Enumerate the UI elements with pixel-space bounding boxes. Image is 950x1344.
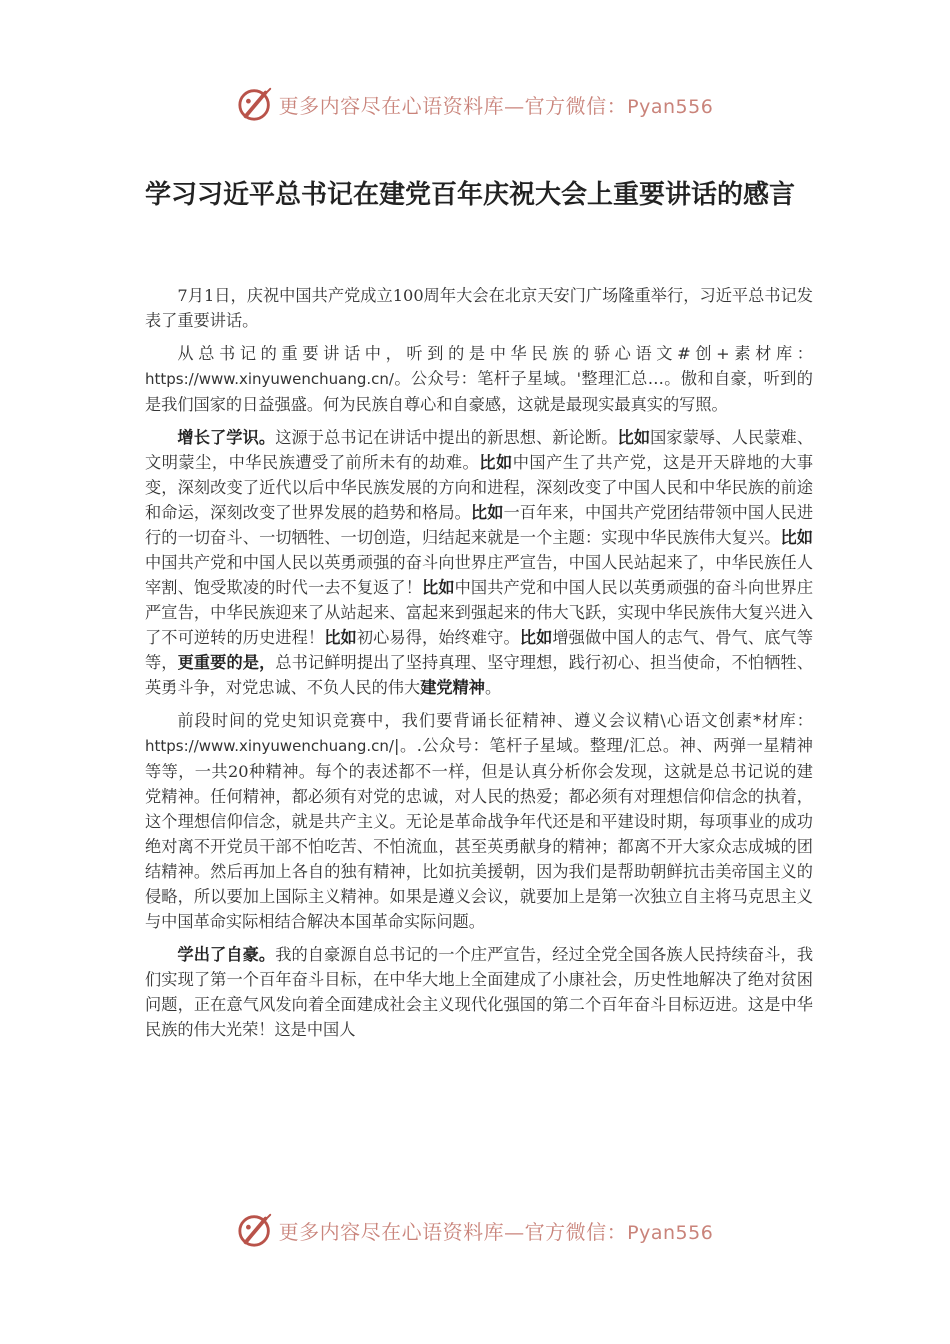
brush-logo-icon: [237, 1211, 275, 1249]
paragraph-2: 从总书记的重要讲话中，听到的是中华民族的骄心语文#创+素材库：https://www.xinyuwenchuang.cn/。公众号：笔杆子星域。'整理汇总…。傲和自豪，听到的是我们国家的日益强盛。何为民族自尊心和自豪感，这就是最现实最真实的写照。: [145, 344, 813, 414]
source-url: https://www.xinyuwenchuang.cn/: [145, 370, 394, 388]
page-title: 学习习近平总书记在建党百年庆祝大会上重要讲话的感言: [145, 180, 796, 210]
section-lead: 增长了学识。: [177, 428, 276, 447]
paragraph-1: 7月1日，庆祝中国共产党成立100周年大会在北京天安门广场隆重举行，习近平总书记发表了重要讲话。: [145, 286, 813, 330]
paragraph-3: 增长了学识。这源于总书记在讲话中提出的新思想、新论断。比如国家蒙辱、人民蒙难、文明蒙尘，中华民族遭受了前所未有的劫难。比如中国产生了共产党，这是开天辟地的大事变，深刻改变了近代以后中华民族发展的方向和进程，深刻改变了中国人民和中华民族的前途和命运，深刻改变了世界发展的趋势和格局。比如一百年来，中国共产党团结带领中国人民进行的一切奋斗、一切牺牲、一切创造，归结起来就是一个主题：实现中华民族伟大复兴。比如中国共产党和中国人民以英勇顽强的奋斗向世界庄严宣告，中国人民站起来了，中华民族任人宰割、饱受欺凌的时代一去不复返了！比如中国共产党和中国人民以英勇顽强的奋斗向世界庄严宣告，中华民族迎来了从站起来、富起来到强起来的伟大飞跃，实现中华民族伟大复兴进入了不可逆转的历史进程！比如初心易得，始终难守。比如增强做中国人的志气、骨气、底气等等，更重要的是，总书记鲜明提出了坚持真理、坚守理想，践行初心、担当使命，不怕牺牲、英勇斗争，对党忠诚、不负人民的伟大建党精神。: [145, 428, 814, 697]
article-body: [145, 283, 813, 1050]
wechat-id: Pyan556: [627, 1221, 714, 1244]
section-lead: 学出了自豪。: [177, 945, 276, 964]
header-banner: [0, 82, 950, 126]
wechat-id: Pyan556: [627, 95, 714, 118]
paragraph-4: 前段时间的党史知识竞赛中，我们要背诵长征精神、遵义会议精\心语文创素*材库：https://www.xinyuwenchuang.cn/|。.公众号：笔杆子星域。整理/汇总。神、两弹一星精神等等，一共20种精神。每个的表述都不一样，但是认真分析你会发现，这就是总书记说的建党精神。任何精神，都必须有对党的忠诚，对人民的热爱；都必须有对理想信仰信念的执着，这个理想信仰信念，就是共产主义。无论是革命战争年代还是和平建设时期，每项事业的成功绝对离不开党员干部不怕吃苦、不怕流血，甚至英勇献身的精神；都离不开大家众志成城的团结精神。然后再加上各自的独有精神，比如抗美援朝，因为我们是帮助朝鲜抗击美帝国主义的侵略，所以要加上国际主义精神。如果是遵义会议，就要加上是第一次独立自主将马克思主义与中国革命实际相结合解决本国革命实际问题。: [145, 711, 813, 931]
paragraph-5: 学出了自豪。我的自豪源自总书记的一个庄严宣告，经过全党全国各族人民持续奋斗，我们实现了第一个百年奋斗目标，在中华大地上全面建成了小康社会，历史性地解决了绝对贫困问题，正在意气风发向着全面建成社会主义现代化强国的第二个百年奋斗目标迈进。这是中华民族的伟大光荣！这是中国人: [145, 945, 814, 1039]
banner-text: 更多内容尽在心语资料库—官方微信：Pyan556: [278, 1219, 714, 1244]
banner-text: 更多内容尽在心语资料库—官方微信：Pyan556: [278, 93, 714, 118]
source-url: https://www.xinyuwenchuang.cn/: [145, 737, 394, 755]
brush-logo-icon: [237, 85, 275, 123]
footer-banner: [0, 1208, 950, 1252]
